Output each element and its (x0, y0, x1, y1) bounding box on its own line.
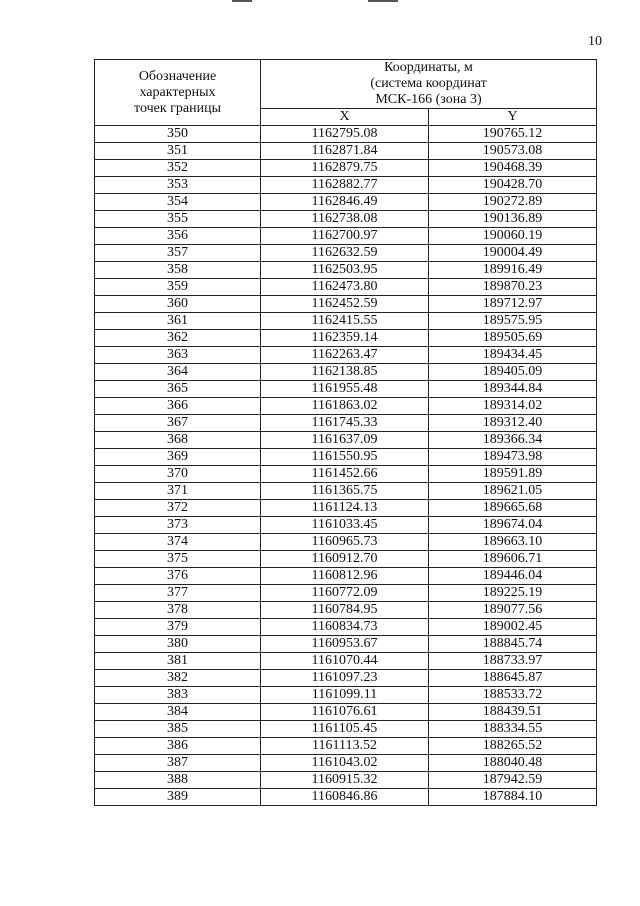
coords-header-line: (система координат (370, 76, 487, 91)
top-edge-mark-right (368, 0, 398, 2)
table-row (95, 619, 597, 636)
point-id-cell: 374 (95, 534, 261, 551)
point-id-cell: 368 (95, 432, 261, 449)
y-coordinate-cell: 189344.84 (429, 381, 597, 398)
coords-header-line: Координаты, м (384, 60, 473, 75)
point-id-cell: 378 (95, 602, 261, 619)
y-coordinate-cell: 189314.02 (429, 398, 597, 415)
x-coordinate-cell: 1162632.59 (261, 245, 429, 262)
table-row (95, 602, 597, 619)
table-row (95, 313, 597, 330)
table-row (95, 466, 597, 483)
point-id-cell: 350 (95, 126, 261, 143)
point-id-cell: 381 (95, 653, 261, 670)
x-coordinate-cell: 1160834.73 (261, 619, 429, 636)
x-coordinate-cell: 1160915.32 (261, 772, 429, 789)
point-header-line: точек границы (134, 100, 221, 116)
x-coordinate-cell: 1160812.96 (261, 568, 429, 585)
x-coordinate-cell: 1160953.67 (261, 636, 429, 653)
y-column-header: Y (429, 109, 597, 126)
y-coordinate-cell: 190468.39 (429, 160, 597, 177)
point-id-cell: 352 (95, 160, 261, 177)
x-coordinate-cell: 1161550.95 (261, 449, 429, 466)
y-coordinate-cell: 189077.56 (429, 602, 597, 619)
y-coordinate-cell: 190765.12 (429, 126, 597, 143)
point-id-cell: 375 (95, 551, 261, 568)
y-coordinate-cell: 189312.40 (429, 415, 597, 432)
table-row (95, 143, 597, 160)
x-coordinate-cell: 1161113.52 (261, 738, 429, 755)
y-coordinate-cell: 188533.72 (429, 687, 597, 704)
y-coordinate-cell: 187884.10 (429, 789, 597, 806)
y-coordinate-cell: 190004.49 (429, 245, 597, 262)
point-id-cell: 359 (95, 279, 261, 296)
table-row (95, 551, 597, 568)
point-id-cell: 384 (95, 704, 261, 721)
x-coordinate-cell: 1161955.48 (261, 381, 429, 398)
y-coordinate-cell: 189621.05 (429, 483, 597, 500)
y-coordinate-cell: 189916.49 (429, 262, 597, 279)
x-coordinate-cell: 1161076.61 (261, 704, 429, 721)
point-id-cell: 371 (95, 483, 261, 500)
point-id-cell: 361 (95, 313, 261, 330)
table-row (95, 755, 597, 772)
y-coordinate-cell: 189575.95 (429, 313, 597, 330)
x-coordinate-cell: 1160772.09 (261, 585, 429, 602)
x-coordinate-cell: 1162359.14 (261, 330, 429, 347)
table-row (95, 670, 597, 687)
x-coordinate-cell: 1161099.11 (261, 687, 429, 704)
x-coordinate-cell: 1160912.70 (261, 551, 429, 568)
y-coordinate-cell: 188265.52 (429, 738, 597, 755)
y-coordinate-cell: 189674.04 (429, 517, 597, 534)
point-id-cell: 387 (95, 755, 261, 772)
point-id-cell: 360 (95, 296, 261, 313)
x-coordinate-cell: 1162846.49 (261, 194, 429, 211)
table-row (95, 636, 597, 653)
x-coordinate-cell: 1162503.95 (261, 262, 429, 279)
coordinates-table (94, 59, 597, 806)
point-id-cell: 379 (95, 619, 261, 636)
x-coordinate-cell: 1162871.84 (261, 143, 429, 160)
y-coordinate-cell: 190060.19 (429, 228, 597, 245)
y-coordinate-cell: 189712.97 (429, 296, 597, 313)
y-coordinate-cell: 189663.10 (429, 534, 597, 551)
point-header-line: Обозначение (138, 68, 217, 84)
y-coordinate-cell: 189870.23 (429, 279, 597, 296)
point-id-cell: 377 (95, 585, 261, 602)
table-row (95, 789, 597, 806)
table-row (95, 330, 597, 347)
table-row (95, 415, 597, 432)
x-coordinate-cell: 1161637.09 (261, 432, 429, 449)
point-id-cell: 358 (95, 262, 261, 279)
point-id-cell: 388 (95, 772, 261, 789)
x-coordinate-cell: 1162879.75 (261, 160, 429, 177)
x-coordinate-cell: 1162882.77 (261, 177, 429, 194)
point-header-line: характерных (139, 84, 216, 100)
table-row (95, 483, 597, 500)
point-id-cell: 369 (95, 449, 261, 466)
y-coordinate-cell: 188845.74 (429, 636, 597, 653)
point-id-cell: 356 (95, 228, 261, 245)
point-id-cell: 353 (95, 177, 261, 194)
y-coordinate-cell: 189446.04 (429, 568, 597, 585)
y-coordinate-cell: 188040.48 (429, 755, 597, 772)
table-row (95, 534, 597, 551)
x-coordinate-cell: 1162700.97 (261, 228, 429, 245)
y-coordinate-cell: 189405.09 (429, 364, 597, 381)
y-coordinate-cell: 189473.98 (429, 449, 597, 466)
table-row (95, 704, 597, 721)
y-coordinate-cell: 188334.55 (429, 721, 597, 738)
y-coordinate-cell: 189366.34 (429, 432, 597, 449)
point-designation-header (95, 60, 261, 126)
table-row (95, 398, 597, 415)
point-id-cell: 354 (95, 194, 261, 211)
x-coordinate-cell: 1161043.02 (261, 755, 429, 772)
x-coordinate-cell: 1161863.02 (261, 398, 429, 415)
y-coordinate-cell: 189505.69 (429, 330, 597, 347)
point-id-cell: 370 (95, 466, 261, 483)
coords-header-line: МСК-166 (зона 3) (375, 92, 482, 107)
y-coordinate-cell: 189606.71 (429, 551, 597, 568)
point-id-cell: 357 (95, 245, 261, 262)
table-row (95, 500, 597, 517)
point-id-cell: 376 (95, 568, 261, 585)
x-coordinate-cell: 1161033.45 (261, 517, 429, 534)
coordinates-header (261, 60, 597, 109)
table-row (95, 228, 597, 245)
y-coordinate-cell: 190428.70 (429, 177, 597, 194)
x-coordinate-cell: 1161070.44 (261, 653, 429, 670)
point-id-cell: 363 (95, 347, 261, 364)
page-number: 10 (588, 34, 602, 49)
x-coordinate-cell: 1161365.75 (261, 483, 429, 500)
y-coordinate-cell: 188645.87 (429, 670, 597, 687)
x-coordinate-cell: 1160846.86 (261, 789, 429, 806)
point-id-cell: 380 (95, 636, 261, 653)
y-coordinate-cell: 188439.51 (429, 704, 597, 721)
x-coordinate-cell: 1161105.45 (261, 721, 429, 738)
point-id-cell: 355 (95, 211, 261, 228)
table-row (95, 738, 597, 755)
point-id-cell: 382 (95, 670, 261, 687)
y-coordinate-cell: 188733.97 (429, 653, 597, 670)
x-coordinate-cell: 1162415.55 (261, 313, 429, 330)
x-coordinate-cell: 1162263.47 (261, 347, 429, 364)
table-row (95, 687, 597, 704)
table-row (95, 347, 597, 364)
y-coordinate-cell: 190272.89 (429, 194, 597, 211)
x-coordinate-cell: 1162473.80 (261, 279, 429, 296)
x-coordinate-cell: 1161124.13 (261, 500, 429, 517)
x-coordinate-cell: 1161745.33 (261, 415, 429, 432)
x-coordinate-cell: 1160965.73 (261, 534, 429, 551)
table-row (95, 245, 597, 262)
table-row (95, 772, 597, 789)
table-row (95, 194, 597, 211)
table-row (95, 381, 597, 398)
point-id-cell: 365 (95, 381, 261, 398)
table-row (95, 585, 597, 602)
point-id-cell: 367 (95, 415, 261, 432)
x-coordinate-cell: 1161097.23 (261, 670, 429, 687)
y-coordinate-cell: 190136.89 (429, 211, 597, 228)
table-row (95, 126, 597, 143)
y-coordinate-cell: 189002.45 (429, 619, 597, 636)
point-id-cell: 364 (95, 364, 261, 381)
x-coordinate-cell: 1162452.59 (261, 296, 429, 313)
table-row (95, 296, 597, 313)
point-id-cell: 373 (95, 517, 261, 534)
point-id-cell: 362 (95, 330, 261, 347)
y-coordinate-cell: 189591.89 (429, 466, 597, 483)
y-coordinate-cell: 187942.59 (429, 772, 597, 789)
y-coordinate-cell: 189665.68 (429, 500, 597, 517)
point-id-cell: 372 (95, 500, 261, 517)
table-row (95, 262, 597, 279)
top-edge-mark-left (232, 0, 252, 2)
point-id-cell: 383 (95, 687, 261, 704)
table-row (95, 653, 597, 670)
y-coordinate-cell: 189225.19 (429, 585, 597, 602)
table-row (95, 721, 597, 738)
point-id-cell: 386 (95, 738, 261, 755)
x-coordinate-cell: 1162738.08 (261, 211, 429, 228)
table-row (95, 568, 597, 585)
table-row (95, 449, 597, 466)
point-id-cell: 385 (95, 721, 261, 738)
table-row (95, 279, 597, 296)
table-row (95, 211, 597, 228)
point-id-cell: 389 (95, 789, 261, 806)
x-coordinate-cell: 1160784.95 (261, 602, 429, 619)
table-row (95, 177, 597, 194)
x-column-header: X (261, 109, 429, 126)
x-coordinate-cell: 1162138.85 (261, 364, 429, 381)
point-id-cell: 366 (95, 398, 261, 415)
y-coordinate-cell: 190573.08 (429, 143, 597, 160)
table-row (95, 432, 597, 449)
point-id-cell: 351 (95, 143, 261, 160)
table-row (95, 160, 597, 177)
coordinates-rows (95, 126, 597, 806)
table-row (95, 364, 597, 381)
y-coordinate-cell: 189434.45 (429, 347, 597, 364)
x-coordinate-cell: 1162795.08 (261, 126, 429, 143)
table-row (95, 517, 597, 534)
x-coordinate-cell: 1161452.66 (261, 466, 429, 483)
